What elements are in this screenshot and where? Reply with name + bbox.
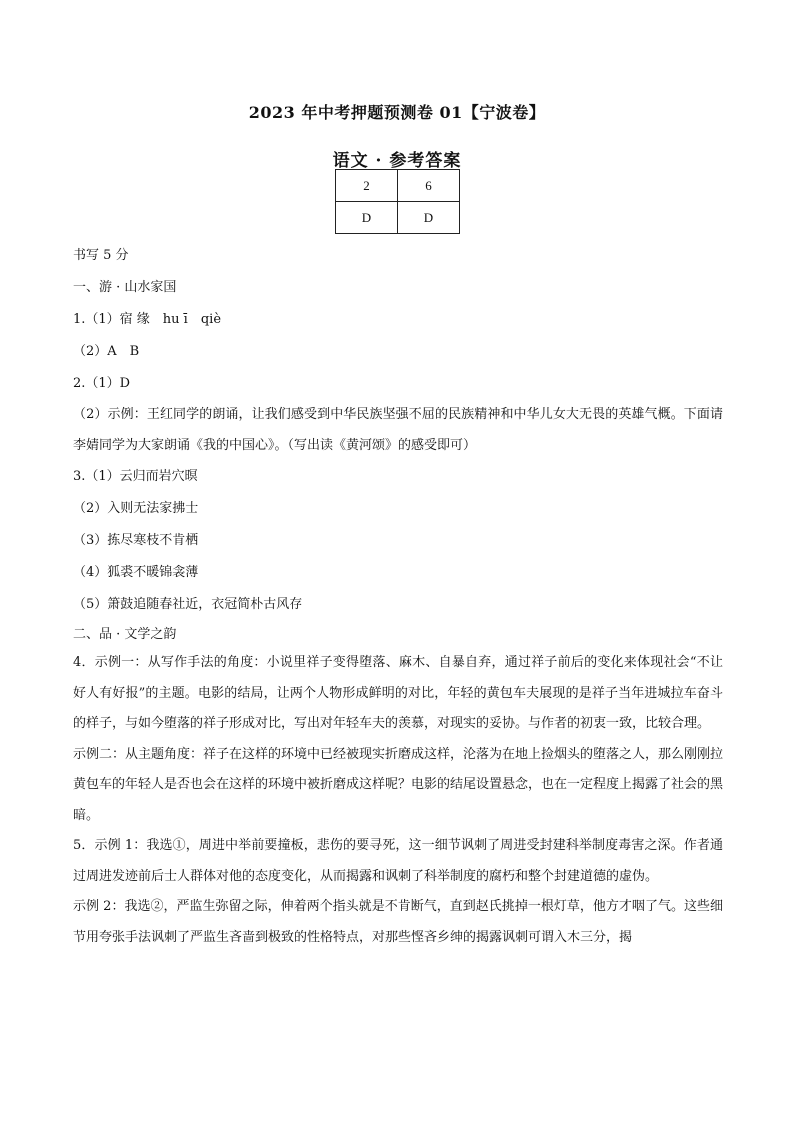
answer-line: （2）A B: [73, 344, 140, 359]
answer-line: （2）入则无法家拂士: [73, 501, 199, 516]
answer-paragraph: 4．示例一：从写作手法的角度：小说里祥子变得堕落、麻木、自暴自弃，通过祥子前后的变化来体现社会“不让好人有好报”的主题。电影的结局，让两个人物形成鲜明的对比，年轻的黄包车夫展现的是祥子当年进城拉车奋斗的样子，与如今堕落的祥子形成对比，写出对年轻车夫的羡慕，对现实的妥协。与作者的初衷一致，比较合理。: [73, 655, 723, 731]
table-cell: D: [398, 202, 460, 234]
answer-paragraph: 示例 2：我选②，严监生弥留之际，伸着两个指头就是不肯断气，直到赵氏挑掉一根灯草，他方才咽了气。这些细节用夸张手法讽刺了严监生吝啬到极致的性格特点，对那些悭吝乡绅的揭露讽刺可谓入木三分，揭: [73, 899, 723, 945]
answer-line: （5）箫鼓追随春社近，衣冠简朴古风存: [73, 597, 303, 612]
table-cell: D: [336, 202, 398, 234]
section-heading: 二、品 · 文学之韵: [73, 627, 177, 642]
answer-line: 1.（1）宿 缘 hu ī qiè: [73, 312, 222, 327]
page-subtitle: 语文 · 参考答案: [332, 151, 462, 171]
answer-line: 3.（1）云归而岩穴暝: [73, 469, 198, 484]
answer-paragraph: 示例二：从主题角度：祥子在这样的环境中已经被现实折磨成这样，沦落为在地上捡烟头的堕落之人，那么刚刚拉黄包车的年轻人是否也会在这样的环境中被折磨成这样呢？电影的结尾设置悬念，也在一定程度上揭露了社会的黑暗。: [73, 746, 724, 823]
table-cell: 2: [336, 170, 398, 202]
table-row: [336, 170, 460, 202]
table-row: [336, 202, 460, 234]
page-title: 2023 年中考押题预测卷 01【宁波卷】: [248, 103, 546, 122]
answer-line: （3）拣尽寒枝不肯栖: [73, 533, 199, 548]
answer-paragraph: （2）示例：王红同学的朗诵，让我们感受到中华民族坚强不屈的民族精神和中华儿女大无畏的英雄气概。下面请李婧同学为大家朗诵《我的中国心》。（写出读《黄河颂》的感受即可）: [73, 407, 723, 453]
answer-paragraph: 5．示例 1：我选①，周进中举前要撞板，悲伤的要寻死，这一细节讽刺了周进受封建科举制度毒害之深。作者通过周进发迹前后士人群体对他的态度变化，从而揭露和讽刺了科举制度的腐朽和整个封建道德的虚伪。: [73, 838, 723, 884]
writing-score: 书写 5 分: [73, 248, 129, 263]
answer-body: [73, 240, 723, 953]
answer-table: [335, 169, 460, 234]
answer-line: （4）狐裘不暖锦衾薄: [73, 565, 199, 580]
section-heading: 一、游 · 山水家国: [73, 280, 177, 295]
table-cell: 6: [398, 170, 460, 202]
answer-line: 2.（1）D: [73, 376, 131, 391]
